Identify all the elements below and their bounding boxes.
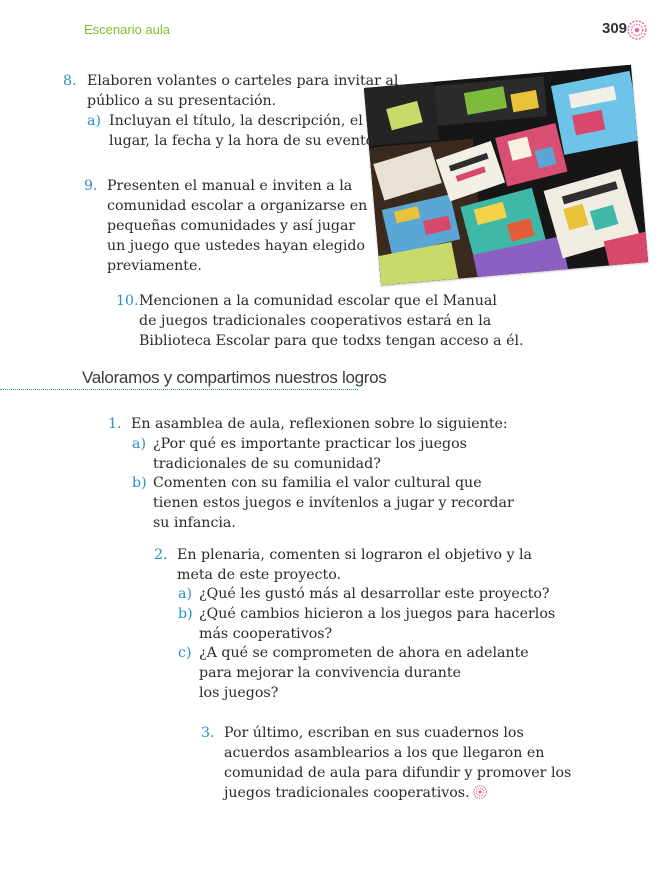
- text-line: Comenten con su familia el valor cultural que: [153, 475, 482, 491]
- item-number: 2.: [154, 547, 168, 563]
- item-letter: c): [178, 645, 192, 661]
- evaluation-1b: [132, 473, 514, 533]
- text-line: tradicionales de su comunidad?: [153, 456, 381, 472]
- item-number: 8.: [63, 73, 77, 89]
- text-line: ¿A qué se comprometen de ahora en adelante: [199, 645, 529, 661]
- text-line: juegos tradicionales cooperativos.: [224, 785, 470, 801]
- text-line: tienen estos juegos e invítenlos a jugar y recordar: [153, 495, 514, 511]
- heading-divider: [0, 389, 358, 390]
- text-line: En asamblea de aula, reflexionen sobre lo siguiente:: [131, 416, 508, 432]
- text-line: ¿Qué cambios hicieron a los juegos para hacerlos: [199, 606, 556, 622]
- text-line: Elaboren volantes o carteles para invitar al: [87, 73, 399, 89]
- evaluation-2a: [178, 584, 550, 604]
- text-line: previamente.: [107, 258, 202, 274]
- text-line-last: [224, 783, 571, 803]
- photo-illustration: [364, 65, 648, 286]
- text-line: ¿Por qué es importante practicar los juegos: [153, 436, 467, 452]
- item-letter: a): [87, 113, 101, 129]
- evaluation-3: [201, 723, 571, 803]
- flower-emblem-icon: [627, 20, 647, 40]
- text-line: de juegos tradicionales cooperativos estará en la: [139, 313, 492, 329]
- item-number: 1.: [108, 416, 122, 432]
- text-line: ¿Qué les gustó más al desarrollar este proyecto?: [199, 586, 550, 602]
- item-number: 10.: [116, 293, 139, 309]
- evaluation-2: [154, 545, 532, 585]
- text-line: su infancia.: [153, 515, 236, 531]
- text-line: comunidad escolar a organizarse en: [107, 198, 368, 214]
- evaluation-2c: [178, 643, 529, 703]
- item-letter: a): [132, 436, 146, 452]
- text-line: más cooperativos?: [199, 626, 333, 642]
- activity-9: [84, 176, 367, 276]
- text-line: acuerdos asamblearios a los que llegaron en: [224, 745, 545, 761]
- text-line: para mejorar la convivencia durante: [199, 665, 461, 681]
- text-line: lugar, la fecha y la hora de su evento.: [109, 133, 379, 149]
- text-line: Presenten el manual e inviten a la: [107, 178, 353, 194]
- text-line: meta de este proyecto.: [177, 567, 342, 583]
- text-line: comunidad de aula para difundir y promover los: [224, 765, 572, 781]
- page-number: 309: [602, 20, 628, 37]
- item-letter: a): [178, 586, 192, 602]
- activity-8: [63, 71, 398, 111]
- text-line: un juego que ustedes hayan elegido: [107, 238, 366, 254]
- text-line: Por último, escriban en sus cuadernos los: [224, 725, 524, 741]
- text-line: público a su presentación.: [87, 93, 277, 109]
- text-line: Incluyan el título, la descripción, el: [109, 113, 363, 129]
- activity-10: [116, 291, 524, 351]
- text-line: Mencionen a la comunidad escolar que el Manual: [139, 293, 497, 309]
- photo-game-boards: [364, 65, 648, 286]
- item-number: 9.: [84, 178, 98, 194]
- item-letter: b): [178, 606, 193, 622]
- text-line: pequeñas comunidades y así jugar: [107, 218, 356, 234]
- section-label: Escenario aula: [84, 22, 170, 37]
- section-heading: Valoramos y compartimos nuestros logros: [82, 368, 387, 387]
- evaluation-1a: [132, 434, 467, 474]
- item-letter: b): [132, 475, 147, 491]
- item-number: 3.: [201, 725, 215, 741]
- activity-8a: [87, 111, 379, 151]
- evaluation-2b: [178, 604, 555, 644]
- text-line: En plenaria, comenten si lograron el objetivo y la: [177, 547, 533, 563]
- text-line: los juegos?: [199, 685, 279, 701]
- flower-end-icon: [473, 785, 487, 799]
- evaluation-1: [108, 414, 508, 434]
- text-line: Biblioteca Escolar para que todxs tengan acceso a él.: [139, 333, 524, 349]
